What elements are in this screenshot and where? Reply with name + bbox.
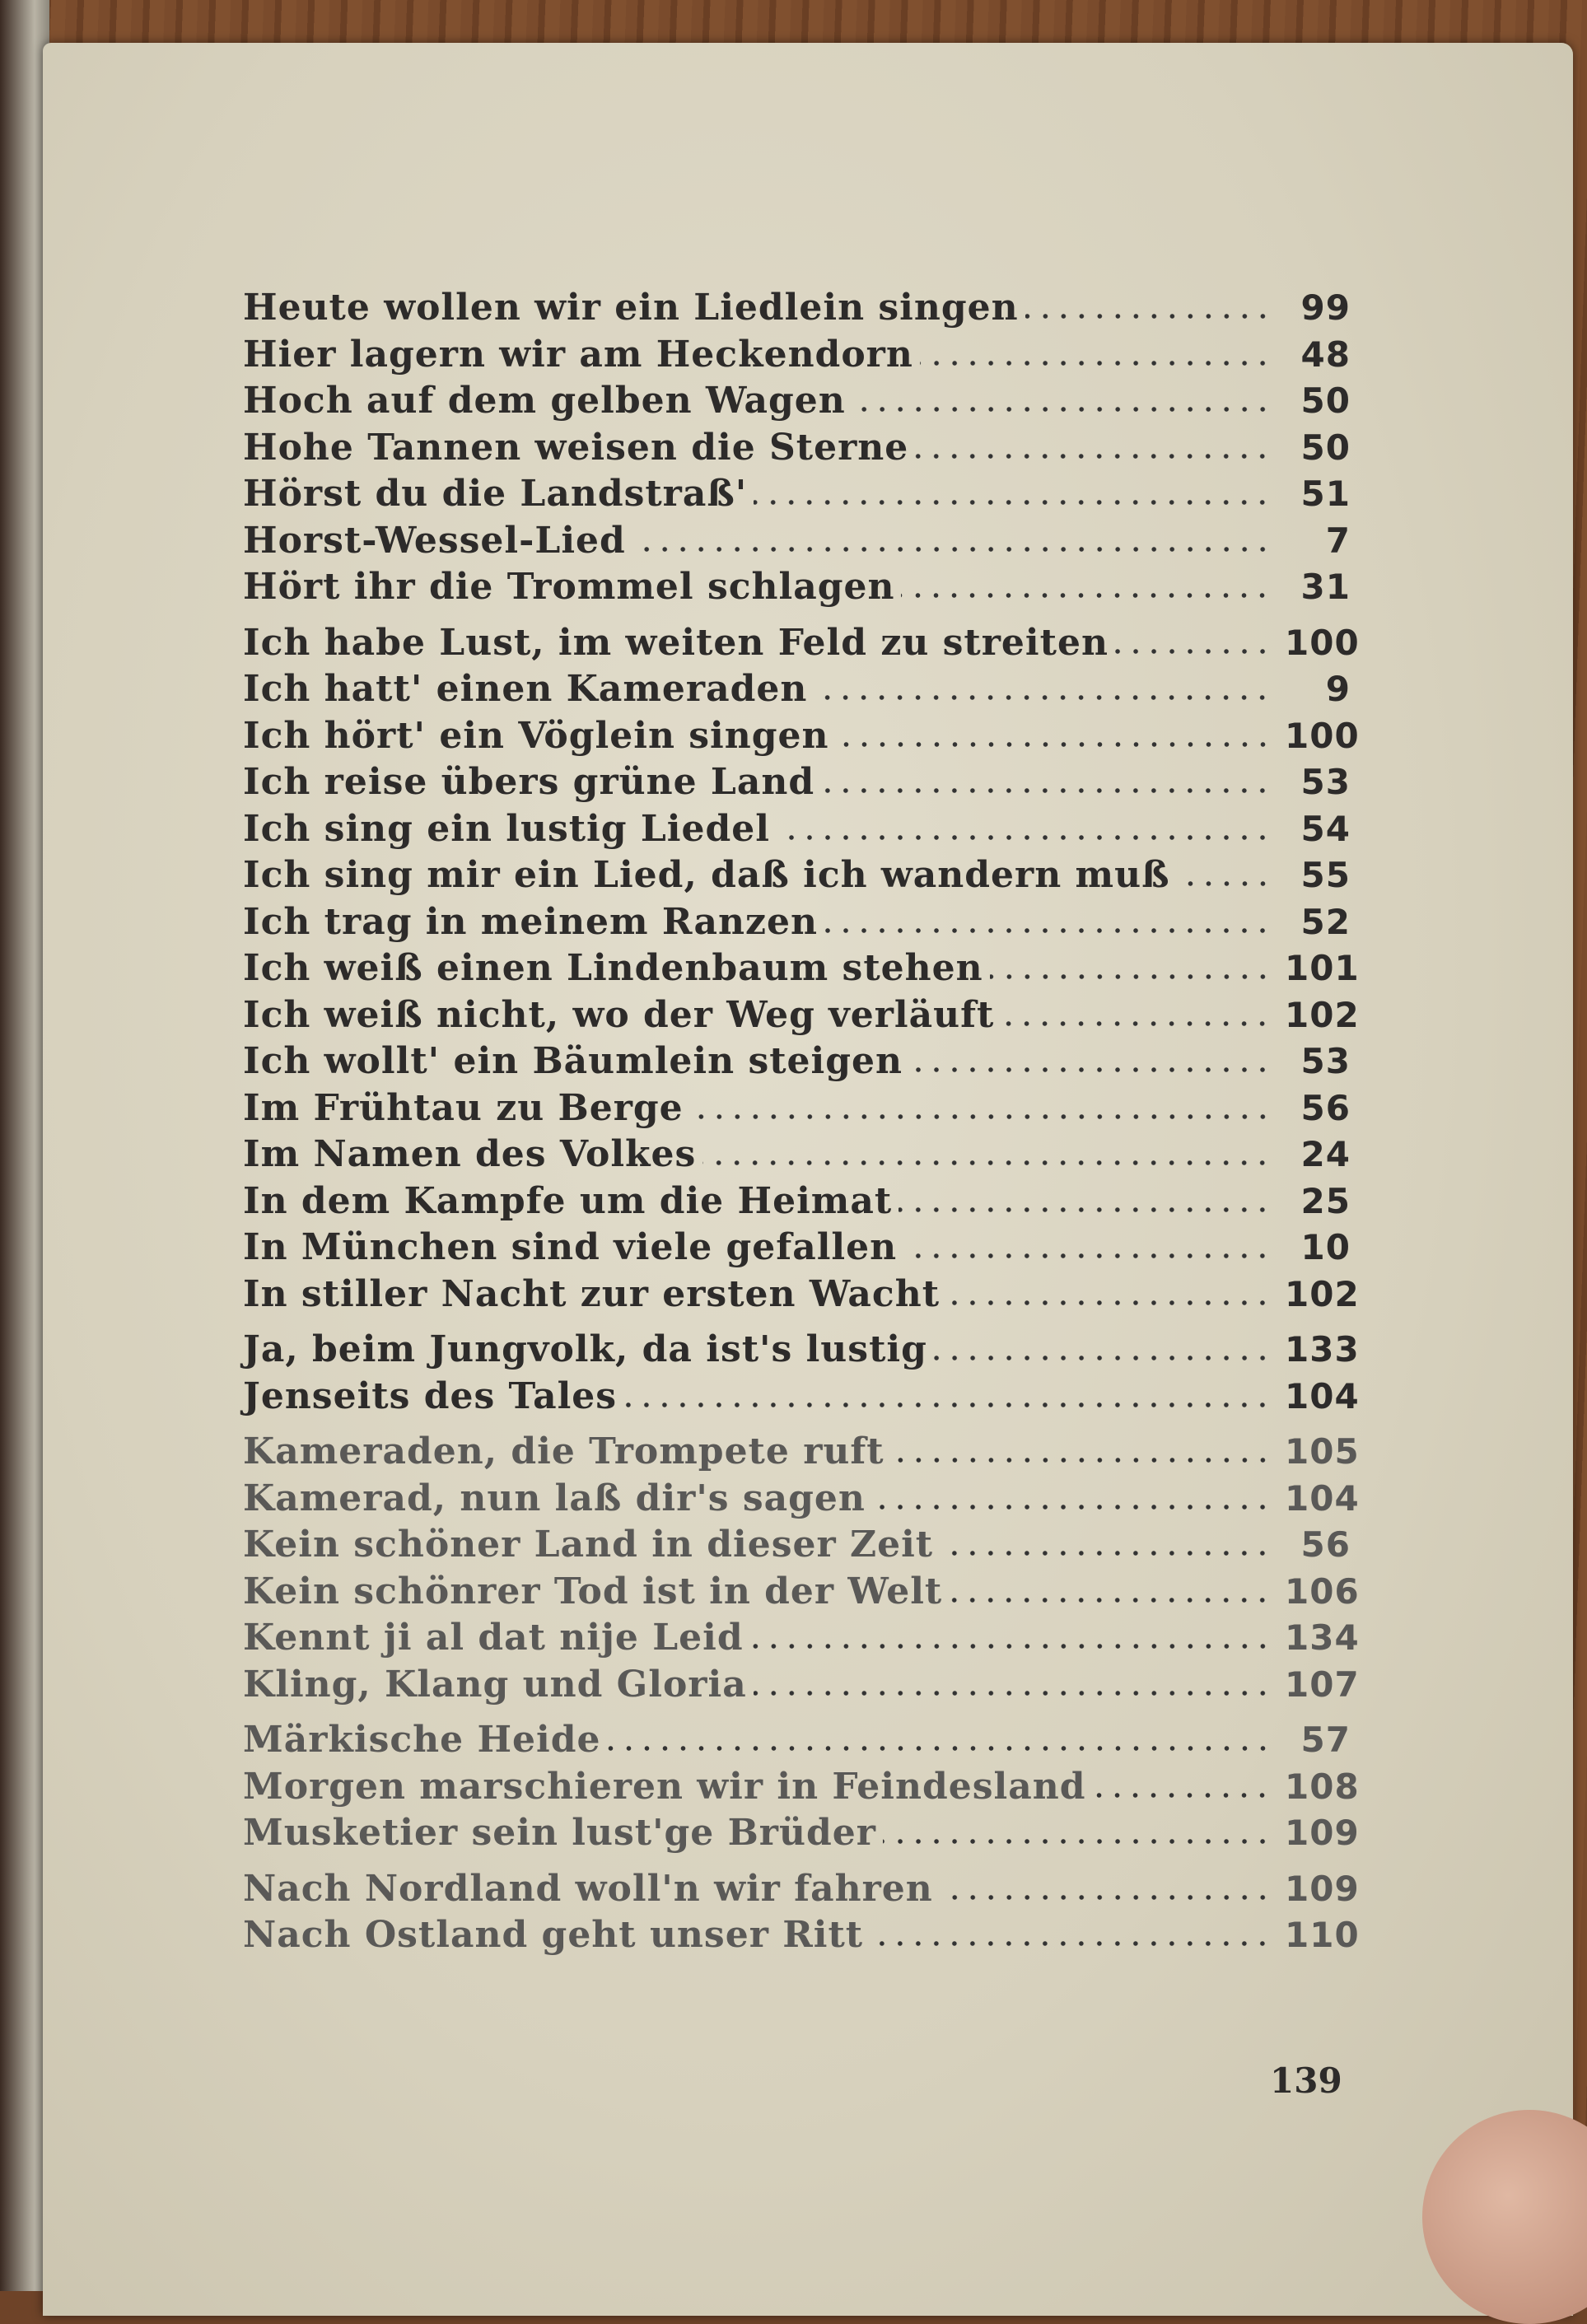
index-entry bbox=[243, 1087, 1351, 1134]
entry-page: 99 bbox=[1300, 287, 1351, 328]
index-entry bbox=[243, 668, 1351, 715]
entry-title: Kamerad, nun laß dir's sagen bbox=[243, 1477, 866, 1519]
entry-page: 100 bbox=[1285, 715, 1360, 756]
entry-page: 108 bbox=[1285, 1766, 1360, 1807]
dot-leader bbox=[883, 1838, 1272, 1845]
entry-title: Hört ihr die Trommel schlagen bbox=[243, 566, 895, 608]
entry-title: In dem Kampfe um die Heimat bbox=[243, 1179, 893, 1222]
index-entry bbox=[243, 1524, 1351, 1570]
dot-leader bbox=[821, 787, 1272, 794]
entry-page: 48 bbox=[1300, 334, 1351, 375]
index-entry bbox=[243, 473, 1351, 520]
index-entry bbox=[243, 1040, 1351, 1087]
index-entry bbox=[243, 1226, 1351, 1273]
entry-page: 10 bbox=[1300, 1227, 1351, 1267]
index-entry bbox=[243, 1133, 1351, 1180]
entry-page: 50 bbox=[1300, 380, 1351, 421]
entry-title: Hier lagern wir am Heckendorn bbox=[243, 333, 913, 376]
index-entry bbox=[243, 993, 1360, 1041]
entry-page: 101 bbox=[1285, 948, 1360, 988]
entry-title: Horst-Wessel-Lied bbox=[243, 519, 626, 562]
entry-page: 50 bbox=[1300, 427, 1351, 468]
entry-page: 102 bbox=[1285, 1273, 1360, 1314]
index-entry bbox=[243, 334, 1351, 380]
index-entry bbox=[243, 1719, 1351, 1766]
dot-leader bbox=[1092, 1792, 1272, 1799]
entry-title: Hohe Tannen weisen die Sterne bbox=[243, 426, 909, 469]
entry-title: Ich hatt' einen Kameraden bbox=[243, 668, 808, 710]
entry-title: Kein schöner Land in dieser Zeit bbox=[243, 1524, 934, 1566]
index-entry bbox=[243, 1570, 1360, 1617]
entry-title: Hörst du die Landstraß' bbox=[243, 473, 748, 515]
dot-leader bbox=[990, 973, 1272, 980]
entry-title: Ich sing ein lustig Liedel bbox=[243, 807, 770, 850]
dot-leader bbox=[1001, 1020, 1272, 1027]
entry-page: 107 bbox=[1285, 1664, 1360, 1705]
book-page bbox=[43, 43, 1573, 2316]
dot-leader bbox=[940, 1894, 1272, 1901]
entry-title: Ja, beim Jungvolk, da ist's lustig bbox=[243, 1328, 927, 1370]
index-entry bbox=[243, 808, 1351, 855]
index-entry bbox=[243, 947, 1360, 994]
entry-title: Musketier sein lust'ge Brüder bbox=[243, 1812, 876, 1854]
entry-title: Märkische Heide bbox=[243, 1719, 601, 1761]
entry-page: 53 bbox=[1300, 762, 1351, 802]
entry-title: Jenseits des Tales bbox=[243, 1374, 618, 1417]
entry-title: Ich wollt' ein Bäumlein steigen bbox=[243, 1040, 903, 1082]
index-entry bbox=[243, 714, 1360, 762]
index-entry bbox=[243, 1765, 1360, 1813]
dot-leader bbox=[872, 1504, 1272, 1510]
dot-leader bbox=[909, 1066, 1272, 1073]
entry-page: 102 bbox=[1285, 994, 1360, 1035]
entry-title: Heute wollen wir ein Liedlein singen bbox=[243, 287, 1019, 329]
entry-page: 56 bbox=[1300, 1087, 1351, 1128]
entry-title: Nach Nordland woll'n wir fahren bbox=[243, 1867, 933, 1910]
dot-leader bbox=[915, 453, 1272, 460]
index-entry bbox=[243, 1617, 1360, 1664]
entry-page: 57 bbox=[1300, 1720, 1351, 1760]
index-entry bbox=[243, 901, 1351, 948]
index-entry bbox=[243, 1374, 1360, 1422]
dot-leader bbox=[1115, 648, 1272, 655]
entry-title: Ich weiß einen Lindenbaum stehen bbox=[243, 947, 983, 989]
entry-page: 109 bbox=[1285, 1813, 1360, 1853]
dot-leader bbox=[814, 694, 1272, 701]
index-entry bbox=[243, 287, 1351, 334]
index-group bbox=[243, 287, 1351, 613]
dot-leader bbox=[949, 1597, 1272, 1603]
entry-page: 25 bbox=[1300, 1180, 1351, 1221]
entry-title: Kameraden, die Trompete ruft bbox=[243, 1430, 885, 1472]
dot-leader bbox=[754, 1690, 1272, 1696]
entry-page: 53 bbox=[1300, 1041, 1351, 1081]
entry-page: 134 bbox=[1285, 1617, 1360, 1658]
entry-page: 104 bbox=[1285, 1375, 1360, 1416]
dot-leader bbox=[777, 834, 1272, 841]
index-entry bbox=[243, 854, 1351, 901]
dot-leader bbox=[750, 1643, 1272, 1650]
entry-title: In München sind viele gefallen bbox=[243, 1226, 898, 1268]
dot-leader bbox=[940, 1550, 1272, 1556]
entry-page: 9 bbox=[1325, 669, 1351, 709]
entry-title: Im Frühtau zu Berge bbox=[243, 1086, 684, 1129]
entry-page: 100 bbox=[1285, 622, 1360, 663]
index-entry bbox=[243, 1914, 1360, 1961]
entry-title: Ich hört' ein Vöglein singen bbox=[243, 714, 829, 757]
index-entry bbox=[243, 566, 1351, 613]
entry-title: In stiller Nacht zur ersten Wacht bbox=[243, 1272, 941, 1315]
entry-page: 109 bbox=[1285, 1868, 1360, 1909]
dot-leader bbox=[632, 546, 1272, 553]
entry-title: Ich habe Lust, im weiten Feld zu streiten bbox=[243, 621, 1109, 664]
dot-leader bbox=[899, 1206, 1272, 1213]
entry-title: Ich sing mir ein Lied, daß ich wandern muß bbox=[243, 854, 1170, 896]
index-entry bbox=[243, 1328, 1360, 1375]
entry-title: Kennt ji al dat nije Leid bbox=[243, 1617, 744, 1659]
dot-leader bbox=[946, 1300, 1272, 1306]
index-group bbox=[243, 1719, 1360, 1859]
entry-title: Ich weiß nicht, wo der Weg verläuft bbox=[243, 993, 995, 1036]
index-group bbox=[243, 1867, 1360, 1961]
index-entry bbox=[243, 380, 1351, 427]
entry-page: 52 bbox=[1300, 901, 1351, 942]
entry-page: 133 bbox=[1285, 1329, 1360, 1370]
index-group bbox=[243, 621, 1360, 1320]
entry-title: Kling, Klang und Gloria bbox=[243, 1663, 747, 1706]
entry-page: 24 bbox=[1300, 1134, 1351, 1174]
entry-page: 104 bbox=[1285, 1477, 1360, 1519]
dot-leader bbox=[608, 1745, 1272, 1752]
index-group bbox=[243, 1430, 1360, 1710]
entry-page: 7 bbox=[1325, 520, 1351, 561]
entry-page: 31 bbox=[1300, 567, 1351, 607]
dot-leader bbox=[903, 1253, 1272, 1259]
entry-page: 55 bbox=[1300, 855, 1351, 895]
index-entry bbox=[243, 1867, 1360, 1915]
entry-title: Morgen marschieren wir in Feindesland bbox=[243, 1765, 1086, 1808]
dot-leader bbox=[824, 927, 1272, 934]
entry-page: 105 bbox=[1285, 1431, 1360, 1472]
index-entry bbox=[243, 1812, 1360, 1859]
dot-leader bbox=[754, 499, 1272, 506]
dot-leader bbox=[1025, 313, 1272, 320]
page-number: 139 bbox=[1270, 2060, 1342, 2101]
entry-page: 110 bbox=[1285, 1915, 1360, 1955]
entry-page: 56 bbox=[1300, 1524, 1351, 1565]
index-entry bbox=[243, 761, 1351, 808]
entry-title: Kein schönrer Tod ist in der Welt bbox=[243, 1570, 943, 1612]
dot-leader bbox=[702, 1160, 1272, 1166]
dot-leader bbox=[623, 1402, 1272, 1408]
index-entry bbox=[243, 427, 1351, 474]
previous-page-edge bbox=[0, 0, 49, 2291]
entry-title: Nach Ostland geht unser Ritt bbox=[243, 1914, 864, 1956]
index-entry bbox=[243, 1477, 1360, 1524]
index-entry bbox=[243, 621, 1360, 669]
entry-page: 54 bbox=[1300, 808, 1351, 849]
index-group bbox=[243, 1328, 1360, 1421]
dot-leader bbox=[920, 360, 1272, 366]
index-entry bbox=[243, 1180, 1351, 1227]
entry-title: Im Namen des Volkes bbox=[243, 1133, 697, 1175]
song-index bbox=[243, 287, 1360, 1970]
entry-title: Ich reise übers grüne Land bbox=[243, 761, 815, 803]
index-entry bbox=[243, 1663, 1360, 1710]
dot-leader bbox=[1177, 880, 1272, 887]
dot-leader bbox=[870, 1940, 1272, 1947]
dot-leader bbox=[901, 592, 1272, 599]
index-entry bbox=[243, 520, 1351, 567]
index-entry bbox=[243, 1272, 1360, 1320]
dot-leader bbox=[852, 406, 1272, 413]
entry-title: Ich trag in meinem Ranzen bbox=[243, 900, 818, 943]
dot-leader bbox=[836, 741, 1272, 748]
dot-leader bbox=[934, 1355, 1272, 1361]
index-entry bbox=[243, 1430, 1360, 1477]
entry-page: 51 bbox=[1300, 474, 1351, 514]
dot-leader bbox=[891, 1457, 1272, 1463]
dot-leader bbox=[690, 1113, 1272, 1120]
entry-page: 106 bbox=[1285, 1570, 1360, 1612]
entry-title: Hoch auf dem gelben Wagen bbox=[243, 380, 846, 422]
